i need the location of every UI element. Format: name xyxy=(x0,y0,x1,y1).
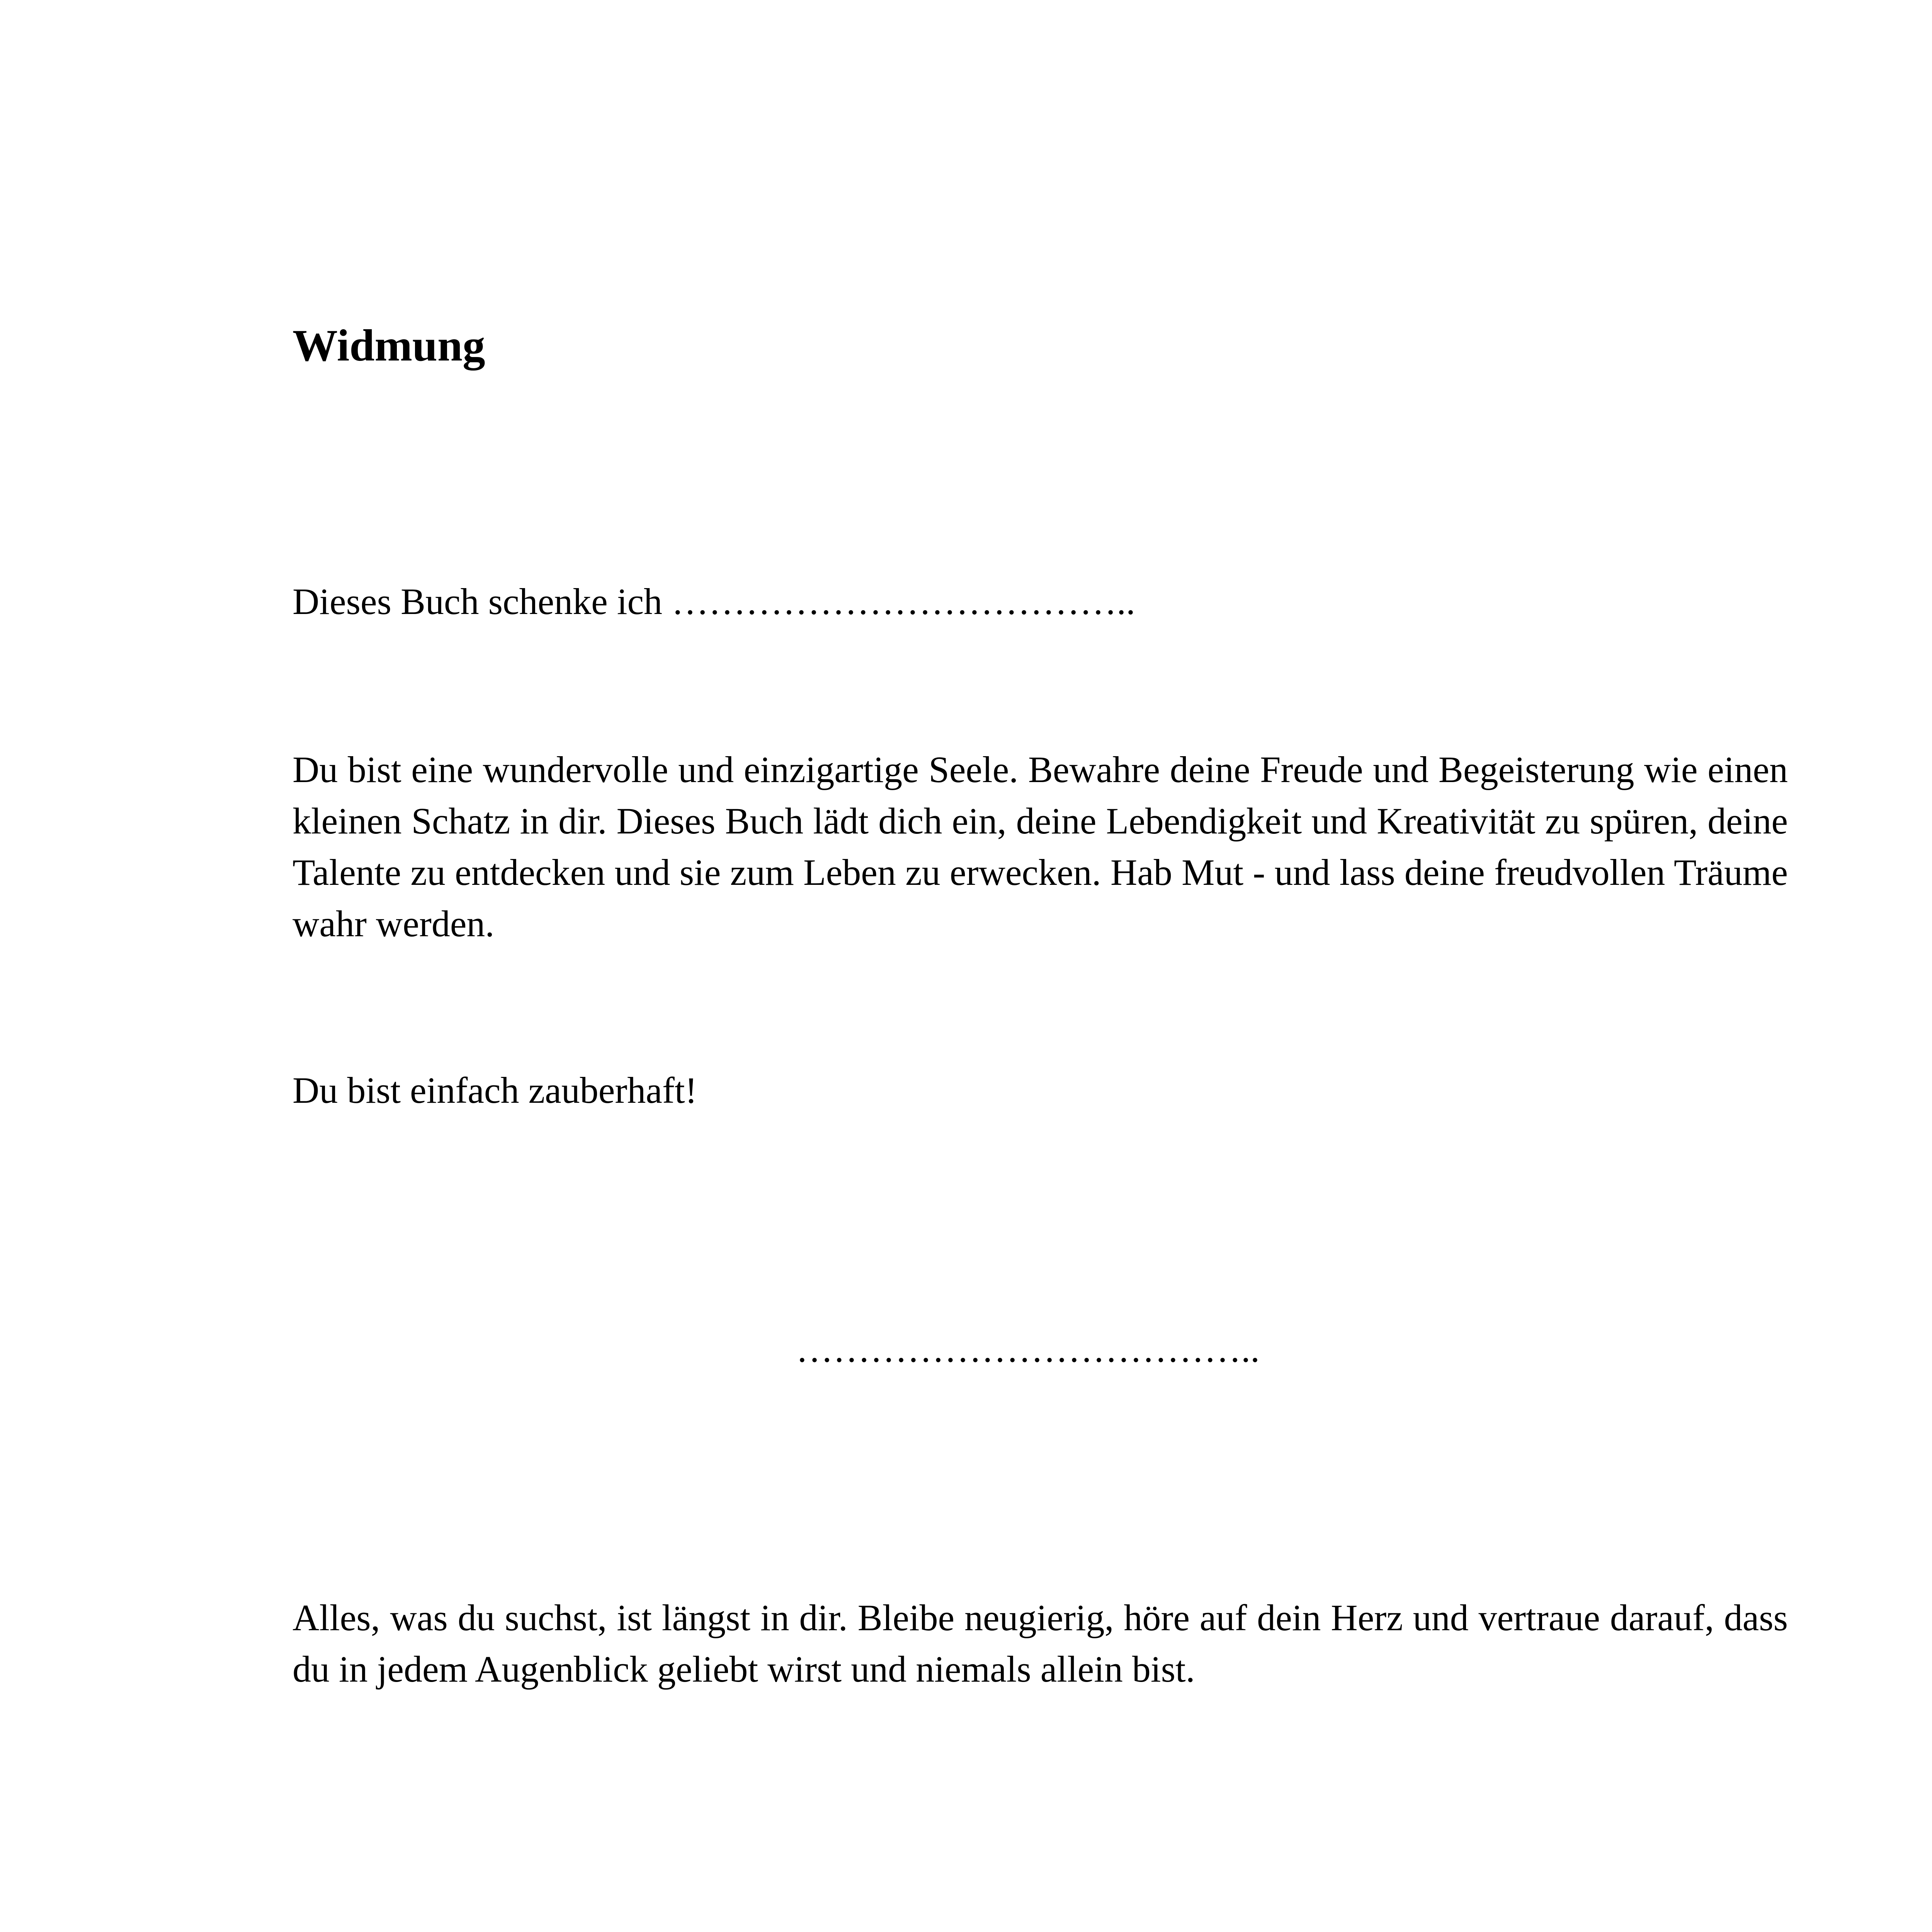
dedication-paragraph-3: Alles, was du suchst, ist längst in dir. Bleibe neugierig, höre auf dein Herz und vertraue darauf, dass du in jedem Augenblick geliebt wirst und niemals allein bist. xyxy=(293,1597,1788,1690)
page-title: Widmung xyxy=(293,321,485,371)
dedication-intro-line: Dieses Buch schenke ich ……………………………….. xyxy=(293,581,1136,622)
dedication-paragraph-2: Du bist einfach zauberhaft! xyxy=(293,1070,697,1111)
dedication-paragraph-1: Du bist eine wundervolle und einzigartige Seele. Bewahre deine Freude und Begeisterung wie einen kleinen Schatz in dir. Dieses Buch lädt dich ein, deine Lebendigkeit und Kreativität zu spüren, deine Talente zu entdecken und sie zum Leben zu erwecken. Hab Mut - und lass deine freudvollen Träume wahr werden. xyxy=(293,749,1788,944)
signature-line: ……………………………….. xyxy=(796,1328,1260,1370)
